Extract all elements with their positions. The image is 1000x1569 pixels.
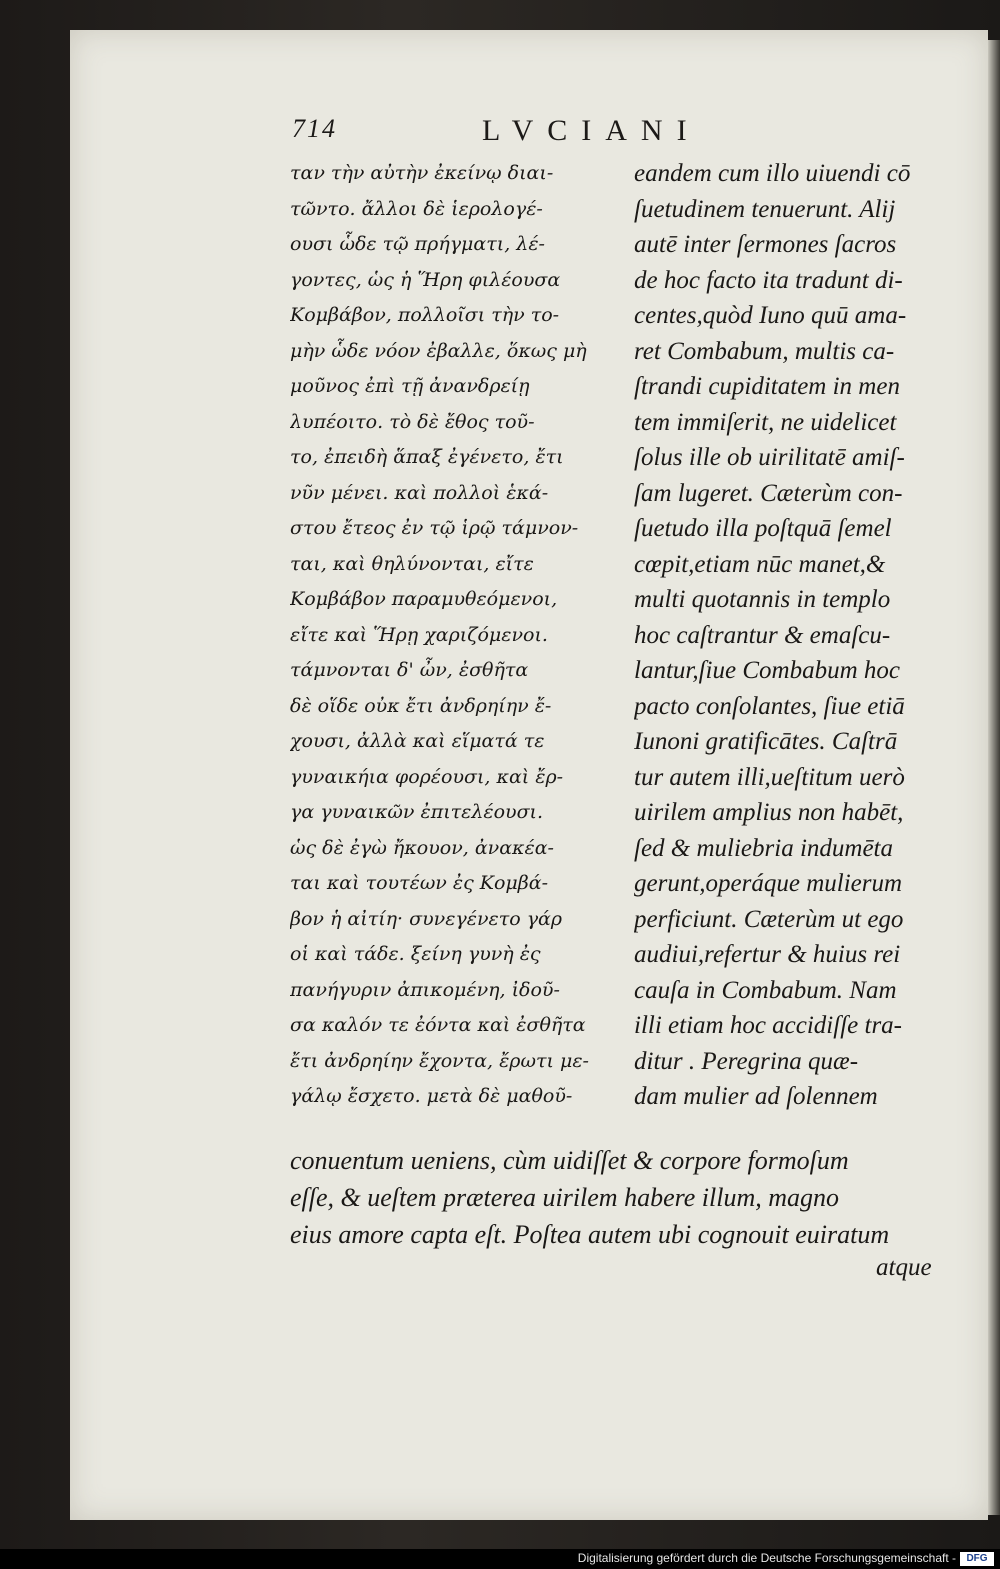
digitization-footer bbox=[0, 1549, 1000, 1569]
full-width-text bbox=[290, 1142, 950, 1253]
greek-text-line: ἔτι ἀνδρηίην ἔχοντα, ἔρωτι με- bbox=[290, 1049, 589, 1072]
latin-text-line: de hoc facto ita tradunt di- bbox=[634, 266, 903, 294]
greek-text-line: γυναικήια φορέουσι, καὶ ἔρ- bbox=[290, 765, 564, 788]
greek-text-line: δὲ οἵδε οὐκ ἔτι ἀνδρηίην ἔ- bbox=[290, 694, 552, 717]
greek-text-line: λυπέοιτο. τὸ δὲ ἔθος τοῦ- bbox=[290, 410, 535, 433]
latin-text-column bbox=[634, 156, 964, 1115]
greek-text-line: σα καλόν τε ἐόντα καὶ ἐσθῆτα bbox=[290, 1014, 586, 1036]
greek-text-line: πανήγυριν ἀπικομένη, ἰδοῦ- bbox=[290, 978, 560, 1001]
footer-credit: Digitalisierung gefördert durch die Deutsche Forschungsgemeinschaft - bbox=[577, 1551, 956, 1565]
greek-text-column bbox=[290, 156, 610, 1115]
greek-text-line: ουσι ὧδε τῷ πρήγματι, λέ- bbox=[290, 233, 545, 255]
greek-text-line: ταν τὴν αὐτὴν ἐκείνῳ διαι- bbox=[290, 162, 554, 184]
latin-text-line: eſſe, & ueſtem præterea uirilem habere illum, magno bbox=[290, 1183, 840, 1212]
latin-text-line: gerunt,operáque mulierum bbox=[634, 870, 903, 897]
latin-text-line: cauſa in Combabum. Nam bbox=[634, 976, 897, 1004]
greek-text-line: ται, καὶ θηλύνονται, εἴτε bbox=[290, 552, 534, 575]
latin-text-line: multi quotannis in templo bbox=[634, 586, 891, 613]
latin-text-line: Iunoni gratificātes. Caſtrā bbox=[634, 728, 898, 755]
greek-text-line: μὴν ὧδε νόον ἐβαλλε, ὅκως μὴ bbox=[290, 339, 587, 362]
greek-text-line: το, ἐπειδὴ ἅπαξ ἐγένετο, ἔτι bbox=[290, 446, 564, 468]
latin-text-line: uirilem amplius non habēt, bbox=[634, 799, 904, 826]
latin-text-line: audiui,refertur & huius rei bbox=[634, 941, 901, 968]
latin-text-line: ſolus ille ob uirilitatē amiſ- bbox=[634, 444, 905, 471]
latin-text-line: hoc caſtrantur & emaſcu- bbox=[634, 621, 891, 649]
page-edge bbox=[988, 40, 1000, 1515]
latin-text-line: eandem cum illo uiuendi cō bbox=[634, 160, 911, 187]
greek-text-line: νῦν μένει. καὶ πολλοὶ ἑκά- bbox=[290, 481, 549, 504]
catchword: atque bbox=[876, 1254, 932, 1281]
page-number: 714 bbox=[292, 114, 337, 143]
latin-text-line: ret Combabum, multis ca- bbox=[634, 337, 895, 365]
greek-text-line: γάλῳ ἔσχετο. μετὰ δὲ μαθοῦ- bbox=[290, 1085, 573, 1107]
greek-text-line: Κομβάβον παραμυθεόμενοι, bbox=[290, 588, 558, 610]
greek-text-line: τῶντο. ἄλλοι δὲ ἱερολογέ- bbox=[290, 197, 543, 220]
greek-text-line: γα γυναικῶν ἐπιτελέουσι. bbox=[290, 801, 544, 823]
latin-text-line: autē inter ſermones ſacros bbox=[634, 231, 897, 258]
latin-text-line: pacto conſolantes, ſiue etiā bbox=[634, 692, 905, 720]
latin-text-line: ditur . Peregrina quæ- bbox=[634, 1047, 859, 1075]
running-head bbox=[292, 114, 952, 154]
latin-text-line: ſam lugeret. Cæterùm con- bbox=[634, 479, 903, 507]
latin-text-line: tem immiſerit, ne uidelicet bbox=[634, 408, 897, 436]
greek-text-line: γοντες, ὡς ἡ Ἥρη φιλέουσα bbox=[290, 268, 561, 291]
latin-text-line: ſuetudo illa poſtquā ſemel bbox=[634, 515, 892, 542]
greek-text-line: εἴτε καὶ Ἥρῃ χαριζόμενοι. bbox=[290, 623, 548, 646]
latin-text-line: tur autem illi,ueſtitum uerò bbox=[634, 763, 905, 791]
latin-text-line: dam mulier ad ſolennem bbox=[634, 1083, 878, 1110]
greek-text-line: ται καὶ τουτέων ἐς Κομβά- bbox=[290, 872, 548, 894]
latin-text-line: cœpit,etiam nūc manet,& bbox=[634, 550, 886, 578]
latin-text-line: illi etiam hoc accidiſſe tra- bbox=[634, 1012, 902, 1039]
latin-text-line: centes,quòd Iuno quū ama- bbox=[634, 302, 907, 329]
greek-text-line: οἱ καὶ τάδε. ξείνη γυνὴ ἐς bbox=[290, 943, 541, 965]
dfg-logo: DFG bbox=[960, 1552, 994, 1566]
latin-text-line: lantur,ſiue Combabum hoc bbox=[634, 657, 900, 684]
latin-text-line: eius amore capta eſt. Poſtea autem ubi cognouit euiratum bbox=[290, 1220, 890, 1249]
running-title: LVCIANI bbox=[482, 114, 701, 147]
latin-text-line: ſed & muliebria indumēta bbox=[634, 834, 893, 862]
greek-text-line: χουσι, ἀλλὰ καὶ εἵματά τε bbox=[290, 730, 545, 752]
greek-text-line: Κομβάβον, πολλοῖσι τὴν το- bbox=[290, 304, 560, 326]
greek-text-line: ὡς δὲ ἐγὼ ἤκουον, ἀνακέα- bbox=[290, 836, 554, 859]
greek-text-line: στου ἔτεος ἐν τῷ ἱρῷ τάμνον- bbox=[290, 517, 579, 539]
latin-text-line: ſuetudinem tenuerunt. Alij bbox=[634, 195, 896, 223]
greek-text-line: βον ἡ αἰτίη· συνεγένετο γάρ bbox=[290, 907, 563, 930]
greek-text-line: τάμνονται δ' ὦν, ἐσθῆτα bbox=[290, 659, 529, 681]
greek-text-line: μοῦνος ἐπὶ τῇ ἀνανδρείῃ bbox=[290, 375, 530, 397]
latin-text-line: ſtrandi cupiditatem in men bbox=[634, 373, 900, 400]
latin-text-line: perficiunt. Cæterùm ut ego bbox=[634, 905, 904, 933]
latin-text-line: conuentum ueniens, cùm uidiſſet & corpore formoſum bbox=[290, 1146, 849, 1175]
